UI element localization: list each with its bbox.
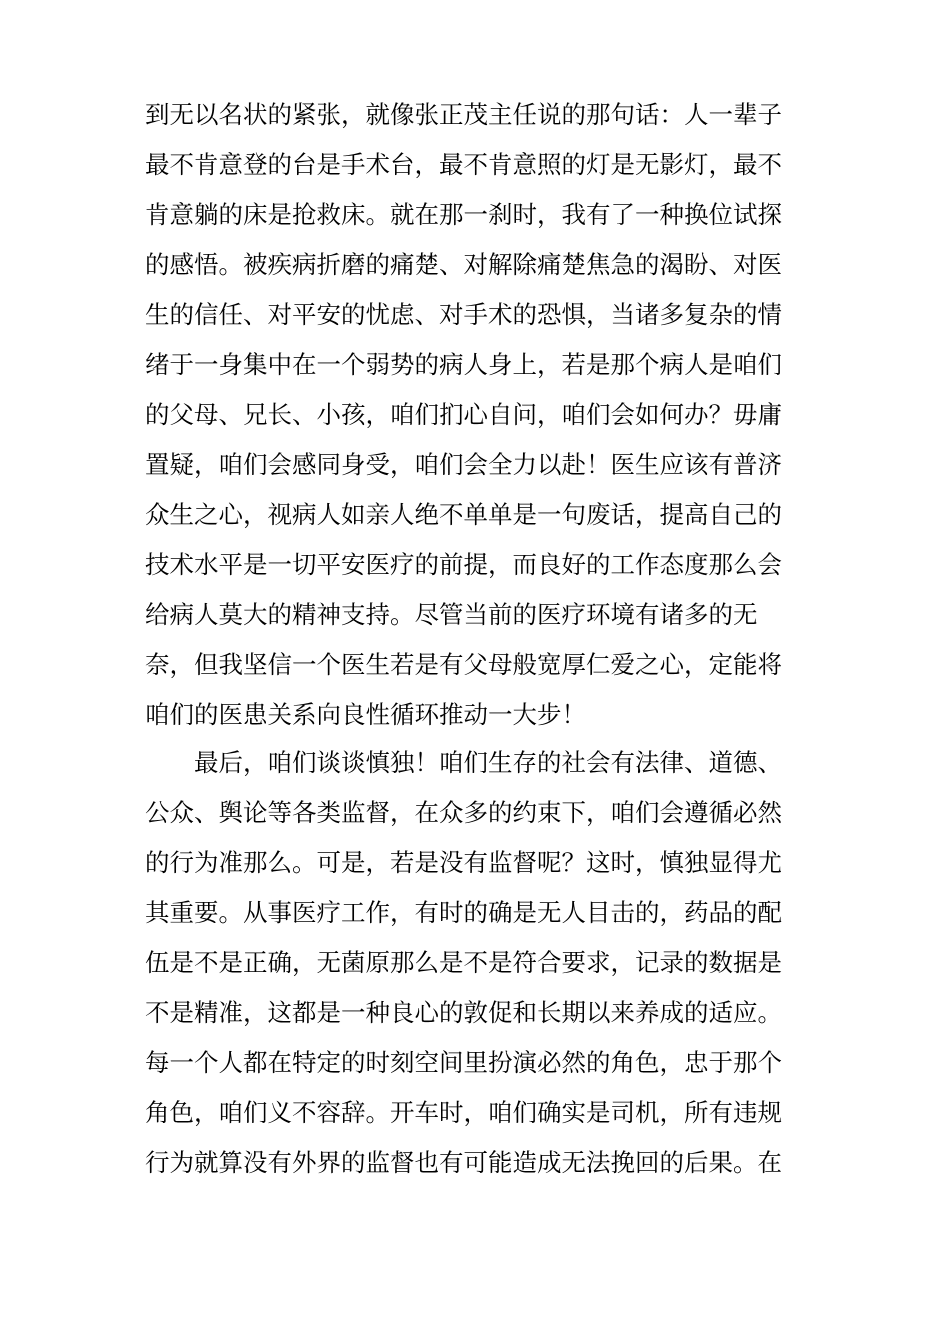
paragraph-line: 众生之心，视病人如亲人绝不单单是一句废话，提高自己的 — [145, 500, 782, 529]
paragraph-line: 最后，咱们谈谈慎独！咱们生存的社会有法律、道德、 — [194, 748, 782, 777]
paragraph-line: 绪于一身集中在一个弱势的病人身上，若是那个病人是咱们 — [145, 350, 782, 379]
paragraph-line: 其重要。从事医疗工作，有时的确是无人目击的，药品的配 — [145, 898, 782, 927]
paragraph-line: 奈，但我坚信一个医生若是有父母般宽厚仁爱之心，定能将 — [145, 650, 782, 679]
paragraph-line: 行为就算没有外界的监督也有可能造成无法挽回的后果。在 — [145, 1148, 782, 1177]
paragraph-2 — [145, 738, 815, 1188]
paragraph-line: 给病人莫大的精神支持。尽管当前的医疗环境有诸多的无 — [145, 600, 758, 629]
paragraph-line: 技术水平是一切平安医疗的前提，而良好的工作态度那么会 — [145, 550, 782, 579]
paragraph-line: 到无以名状的紧张，就像张正茂主任说的那句话：人一辈子 — [145, 100, 782, 129]
paragraph-1 — [145, 90, 815, 740]
paragraph-line: 最不肯意登的台是手术台，最不肯意照的灯是无影灯，最不 — [145, 150, 782, 179]
paragraph-line: 公众、舆论等各类监督，在众多的约束下，咱们会遵循必然 — [145, 798, 782, 827]
paragraph-line: 的感悟。被疾病折磨的痛楚、对解除痛楚焦急的渴盼、对医 — [145, 250, 782, 279]
paragraph-line: 的行为准那么。可是，若是没有监督呢？这时，慎独显得尤 — [145, 848, 782, 877]
paragraph-line: 角色，咱们义不容辞。开车时，咱们确实是司机，所有违规 — [145, 1098, 782, 1127]
paragraph-line: 置疑，咱们会感同身受，咱们会全力以赴！医生应该有普济 — [145, 450, 782, 479]
paragraph-line: 的父母、兄长、小孩，咱们扪心自问，咱们会如何办？毋庸 — [145, 400, 782, 429]
paragraph-line: 咱们的医患关系向良性循环推动一大步！ — [145, 700, 586, 729]
paragraph-line: 不是精准，这都是一种良心的敦促和长期以来养成的适应。 — [145, 998, 782, 1027]
paragraph-line: 伍是不是正确，无菌原那么是不是符合要求，记录的数据是 — [145, 948, 782, 977]
paragraph-line: 肯意躺的床是抢救床。就在那一刹时，我有了一种换位试探 — [145, 200, 782, 229]
paragraph-line: 生的信任、对平安的忧虑、对手术的恐惧，当诸多复杂的情 — [145, 300, 782, 329]
paragraph-line: 每一个人都在特定的时刻空间里扮演必然的角色，忠于那个 — [145, 1048, 782, 1077]
